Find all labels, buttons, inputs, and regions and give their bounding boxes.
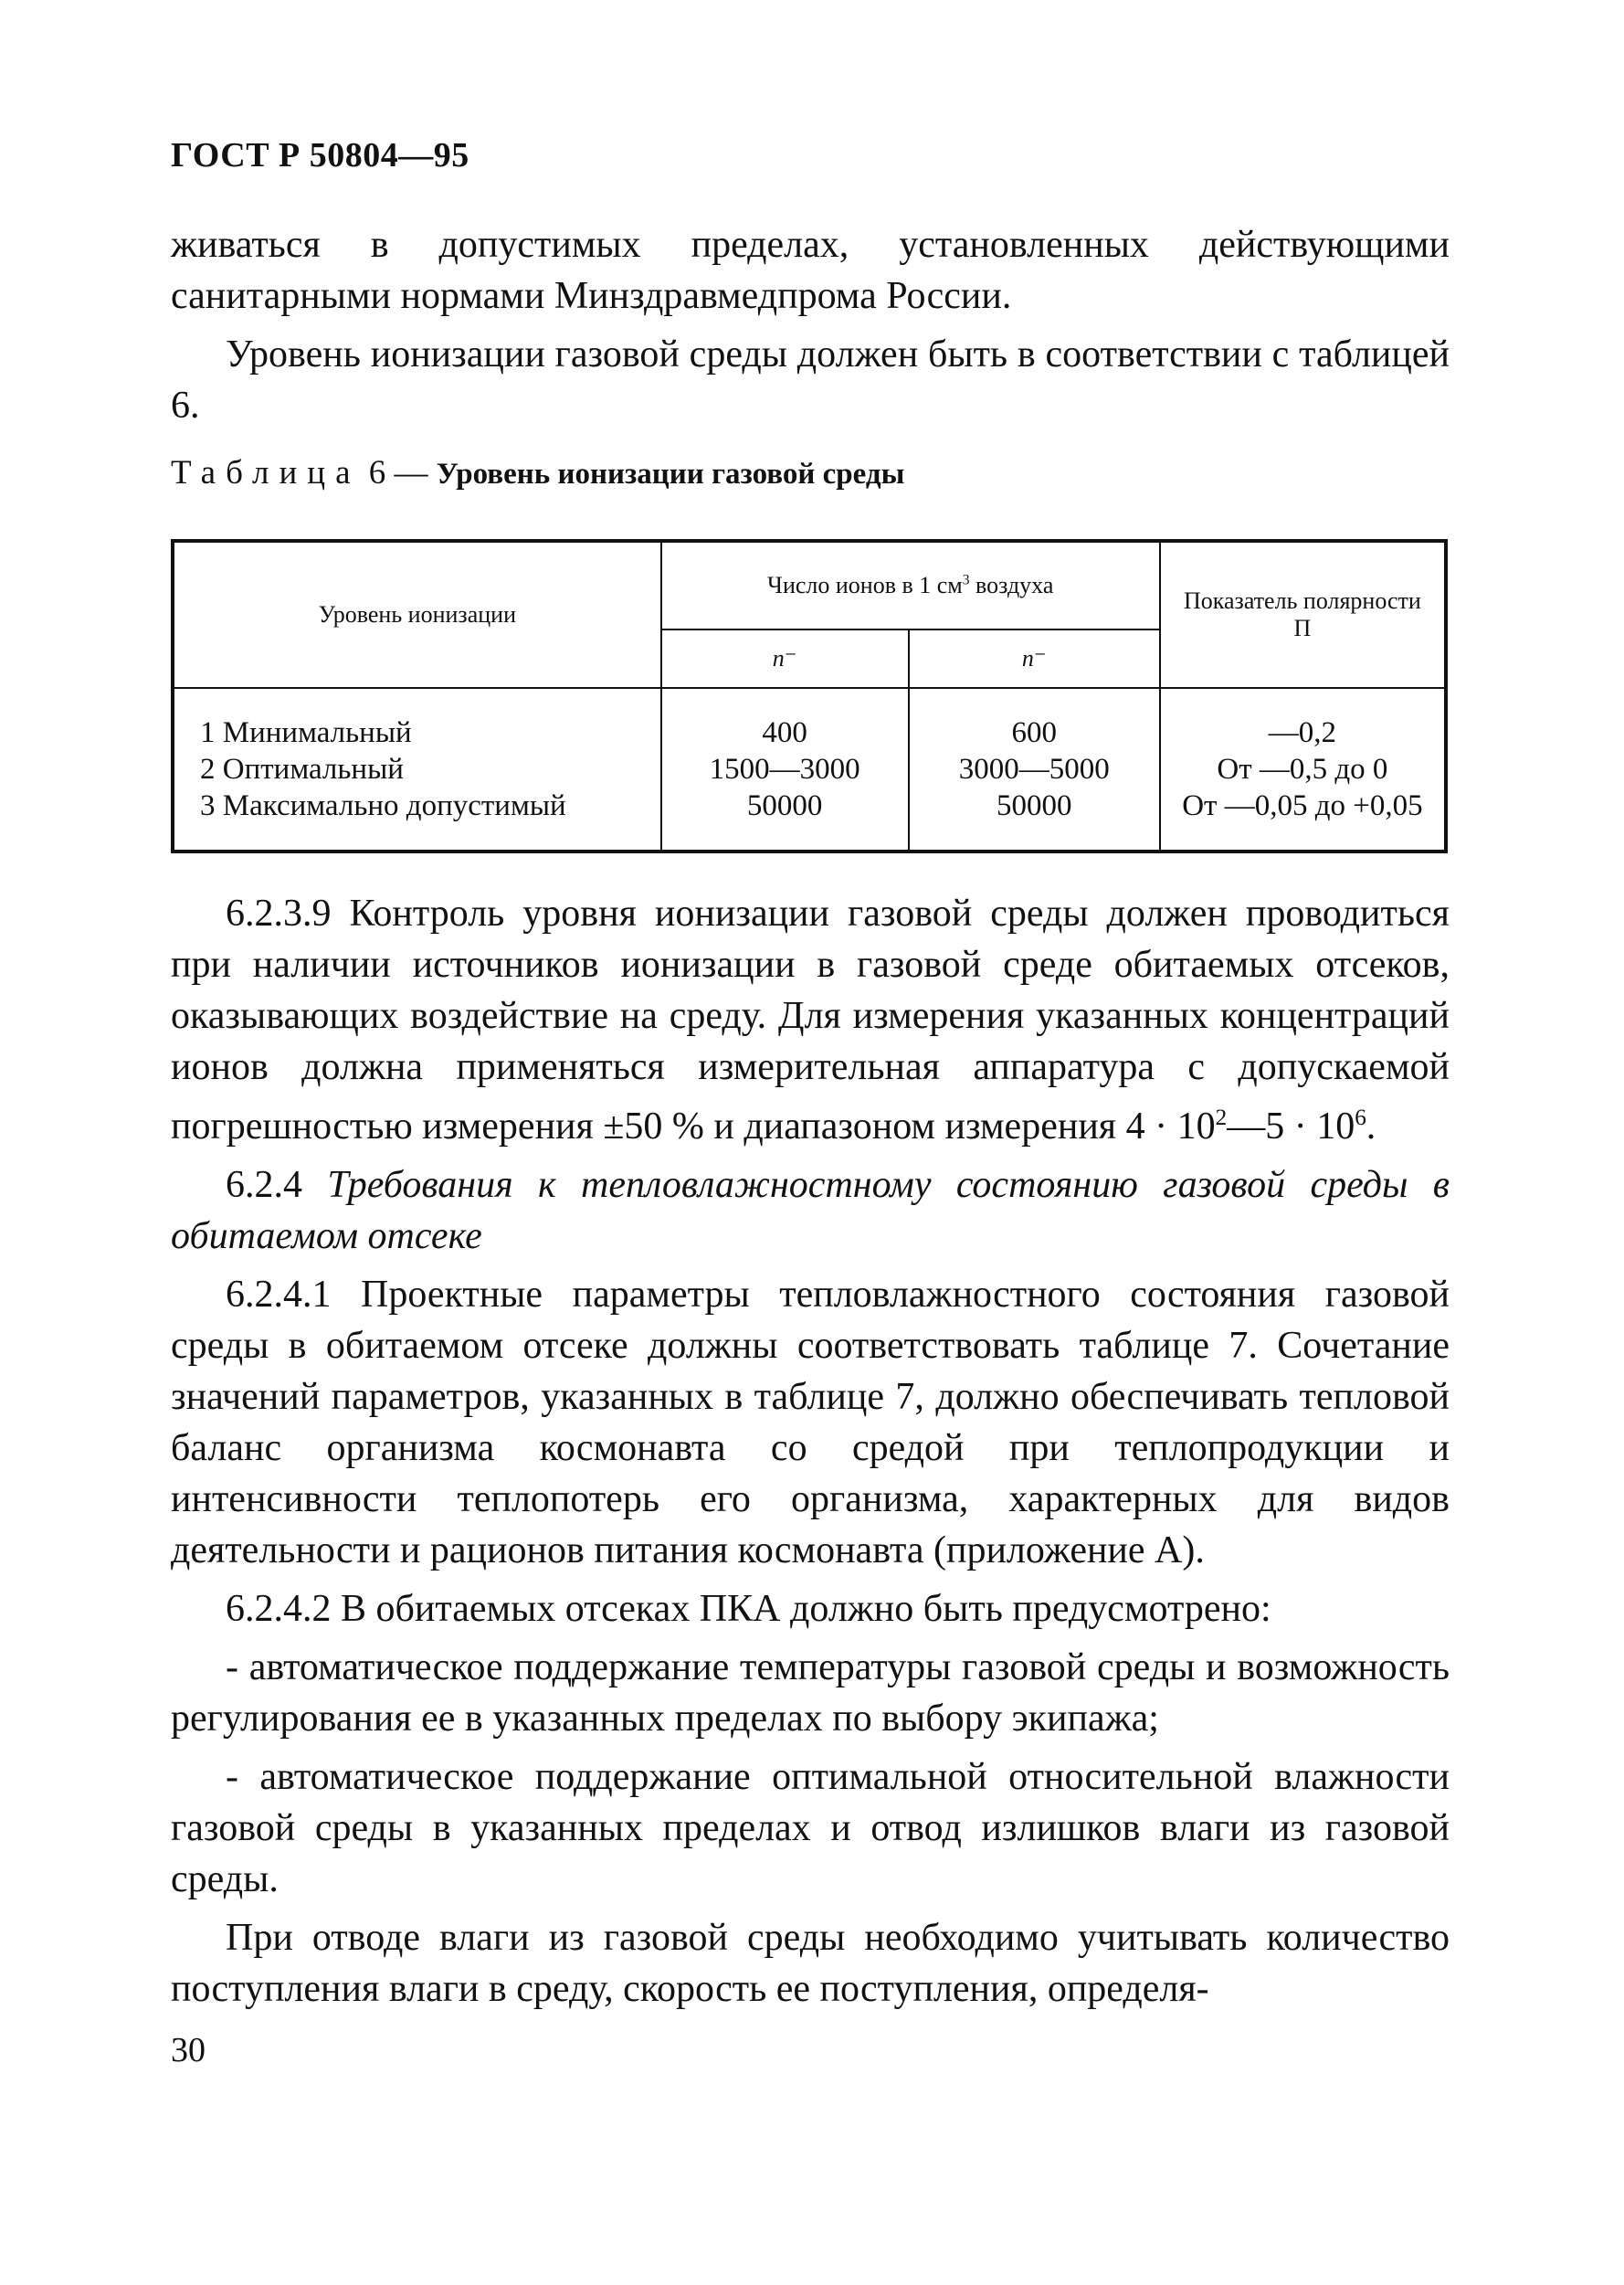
table-cell: 1 Минимальный bbox=[200, 716, 412, 749]
header-polarity-symbol: П bbox=[1293, 615, 1312, 641]
paragraph-last: При отводе влаги из газовой среды необходимо учитывать количество поступления влаги в среду, скорость ее поступления, определя- bbox=[171, 1917, 1450, 2010]
header-n-plus: n⁻ bbox=[909, 629, 1160, 688]
paragraph-6242: 6.2.4.2 В обитаемых отсеках ПКА должно быть предусмотрено: bbox=[226, 1588, 1271, 1630]
document-header: ГОСТ Р 50804—95 bbox=[171, 136, 469, 175]
table-cell: 3000—5000 bbox=[958, 753, 1110, 786]
table-cell: 50000 bbox=[746, 789, 823, 822]
section-text bbox=[171, 888, 1450, 2022]
ionization-table bbox=[171, 539, 1448, 853]
table-cell: От —0,05 до +0,05 bbox=[1182, 789, 1423, 822]
table-caption-number: 6 — bbox=[368, 454, 437, 492]
table-caption-title: Уровень ионизации газовой среды bbox=[436, 458, 905, 491]
header-n-minus: n⁻ bbox=[661, 629, 909, 688]
table-cell: 3 Максимально допустимый bbox=[200, 789, 566, 822]
page-number: 30 bbox=[171, 2031, 206, 2069]
header-ions-label: Число ионов в 1 см bbox=[767, 572, 963, 598]
intro-text bbox=[171, 219, 1450, 439]
n-minus-column bbox=[661, 688, 909, 852]
level-column bbox=[173, 688, 661, 852]
list-item: - автоматическое поддержание температуры газовой среды и возможность регулирования ее в указанных пределах по выбору экипажа; bbox=[171, 1646, 1450, 1740]
header-ions-sup: 3 bbox=[962, 572, 970, 588]
header-level: Уровень ионизации bbox=[173, 541, 661, 688]
table-cell: 2 Оптимальный bbox=[200, 753, 404, 786]
paragraph-624-title: Требования к тепловлажностному состоянию газовой среды в обитаемом отсеке bbox=[171, 1164, 1450, 1257]
table-cell: От —0,5 до 0 bbox=[1217, 753, 1388, 786]
paragraph-6239 bbox=[171, 888, 1450, 1152]
exponent-2: 6 bbox=[1355, 1105, 1366, 1130]
table-caption bbox=[171, 453, 904, 492]
intro-paragraph-1: живаться в допустимых пределах, установленных действующими санитарными нормами Минздравмедпрома России. bbox=[171, 224, 1450, 317]
intro-paragraph-2: Уровень ионизации газовой среды должен быть в соответствии с таблицей 6. bbox=[171, 333, 1450, 427]
table-cell: 1500—3000 bbox=[709, 753, 860, 786]
exponent-1: 2 bbox=[1215, 1105, 1228, 1130]
table-cell: —0,2 bbox=[1268, 716, 1337, 749]
header-ions bbox=[661, 541, 1160, 629]
table-cell: 600 bbox=[1011, 716, 1058, 749]
table-cell: 50000 bbox=[997, 789, 1072, 822]
table-caption-label: Таблица bbox=[171, 454, 361, 492]
header-polarity bbox=[1160, 541, 1446, 688]
n-plus-column bbox=[909, 688, 1160, 852]
paragraph-6239-end: . bbox=[1366, 1105, 1376, 1148]
paragraph-624-number: 6.2.4 bbox=[226, 1164, 328, 1206]
list-item: - автоматическое поддержание оптимальной относительной влажности газовой среды в указанных пределах и отвод излишков влаги из газовой среды. bbox=[171, 1756, 1450, 1900]
polarity-column bbox=[1160, 688, 1446, 852]
table-cell: 400 bbox=[762, 716, 807, 749]
paragraph-6241: 6.2.4.1 Проектные параметры тепловлажностного состояния газовой среды в обитаемом отсеке должны соответствовать таблице 7. Сочетание значений параметров, указанных в таблице 7, должно обеспечивать тепловой баланс организма космонавта со средой при теплопродукции и интенсивности теплопотерь его организма, характерных для видов деятельности и рационов питания космонавта (приложение А). bbox=[171, 1274, 1450, 1571]
header-polarity-label: Показатель полярности bbox=[1184, 587, 1421, 614]
paragraph-624 bbox=[171, 1159, 1450, 1262]
paragraph-6239-mid: —5 · 10 bbox=[1227, 1105, 1355, 1148]
paragraph-6239-text: 6.2.3.9 Контроль уровня ионизации газовой среды должен проводиться при наличии источников ионизации в газовой среде обитаемых отсеков, оказывающих воздействие на среду. Для измерения указанных концентраций ионов должна применяться измерительная аппаратура с допускаемой погрешностью измерения ±50 % и диапазоном измерения 4 · 10 bbox=[171, 893, 1450, 1148]
header-ions-tail: воздуха bbox=[969, 572, 1054, 598]
